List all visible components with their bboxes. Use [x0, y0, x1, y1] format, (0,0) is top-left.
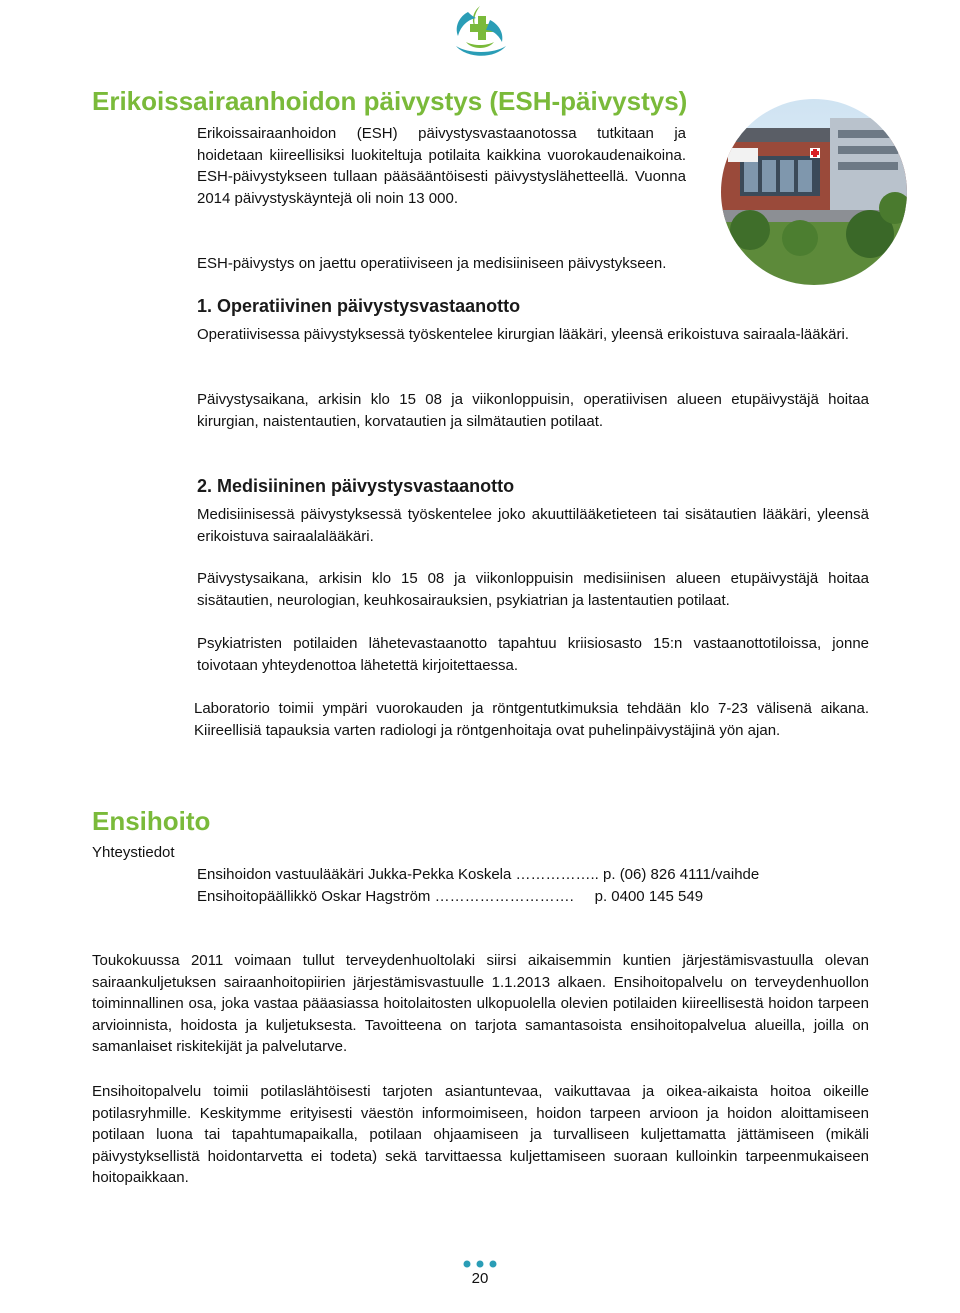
ensihoito-paragraph-2: Ensihoitopalvelu toimii potilaslähtöisesti tarjoten asiantuntevaa, vaikuttavaa ja oikea-aikaista hoitoa oikeille potilasryhmille. Keskitymme erityisesti väestön informoimiseen, hoidon tarpeen arvioon ja hoidon aloittamiseen potilaan luona tai tapahtumapaikalla, potilaan ohjaamiseen ja turvalliseen kuljettamatta jättämiseen (mikäli päivystyksellistä hoidontarvetta ei todeta) sekä tarvittaessa kuljettamiseen suoraan kulloinkin tarpeenmukaiseen hoitopaikkaan.: [92, 1083, 869, 1186]
hospital-building-photo: [720, 98, 908, 286]
page-title: Erikoissairaanhoidon päivystys (ESH-päivystys): [92, 86, 688, 116]
contact-row: Ensihoitopäällikkö Oskar Hagström ………………………. p. 0400 145 549: [197, 888, 704, 905]
operative-paragraph-1: Operatiivisessa päivystyksessä työskentelee kirurgian lääkäri, yleensä erikoistuva sairaala-lääkäri.: [197, 326, 849, 343]
esh-split-paragraph: ESH-päivystys on jaettu operatiiviseen ja medisiiniseen päivystykseen.: [197, 255, 667, 272]
ensihoito-title: Ensihoito: [92, 806, 211, 836]
page-number: 20: [471, 1270, 489, 1287]
medical-paragraph-1: Medisiinisessä päivystyksessä työskentelee joko akuuttilääketieteen tai sisätautien lääkäri, yleensä erikoistuva sairaalalääkäri.: [197, 506, 869, 545]
medical-paragraph-2: Päivystysaikana, arkisin klo 15 08 ja viikonloppuisin medisiinisen alueen etupäivystäjä hoitaa sisätautien, neurologian, keuhkosairauksien, psykiatrian ja lastentautien potilaat.: [197, 570, 869, 609]
footer-dots-icon: [463, 1260, 497, 1268]
ensihoito-paragraph-1: Toukokuussa 2011 voimaan tullut terveydenhuoltolaki siirsi aikaisemmin kuntien järjestämisvastuulla olevan sairaankuljetuksen sairaanhoitopiirien järjestämisvastuulle 1.1.2013 alkaen. Ensihoitopalvelu on terveydenhuollon toiminnallinen osa, joka vastaa pääasiassa hoitolaitosten ulkopuolella olevien potilaiden kiireellisestä hoidon tarpeen arvioinnista, hoidosta ja kuljetuksesta. Tavoitteena on tarjota samantasoista ensihoitopalvelua alueilla, joilla on samanlaiset riskitekijät ja palvelutarve.: [92, 952, 869, 1055]
medical-heading: 2. Medisiininen päivystysvastaanotto: [197, 476, 515, 496]
laboratory-paragraph: Laboratorio toimii ympäri vuorokauden ja röntgentutkimuksia tehdään klo 7-23 välisenä aikana. Kiireellisiä tapauksia varten radiologi ja röntgenhoitaja ovat puhelinpäivystäjinä yön ajan.: [194, 700, 869, 739]
operative-heading: 1. Operatiivinen päivystysvastaanotto: [197, 296, 521, 316]
esh-intro-paragraph: Erikoissairaanhoidon (ESH) päivystysvastaanotossa tutkitaan ja hoidetaan kiireellisiksi luokiteltuja potilaita kaikkina vuorokaudenaikoina. ESH-päivystykseen tullaan pääsääntöisesti päivystyslähetteellä. Vuonna 2014 päivystyskäyntejä oli noin 13 000.: [197, 125, 686, 207]
contact-row: Ensihoidon vastuulääkäri Jukka-Pekka Koskela …………….. p. (06) 826 4111/vaihde: [197, 866, 760, 883]
operative-paragraph-2: Päivystysaikana, arkisin klo 15 08 ja viikonloppuisin, operatiivisen alueen etupäivystäjä hoitaa kirurgian, naistentautien, korvatautien ja silmätautien potilaat.: [197, 391, 869, 430]
health-district-logo: [446, 2, 514, 64]
contacts-label: Yhteystiedot: [92, 844, 175, 861]
medical-paragraph-3: Psykiatristen potilaiden lähetevastaanotto tapahtuu kriisiosasto 15:n vastaanottotiloissa, jonne toivotaan yhteydenottoa lähetettä kirjoitettaessa.: [197, 635, 869, 674]
